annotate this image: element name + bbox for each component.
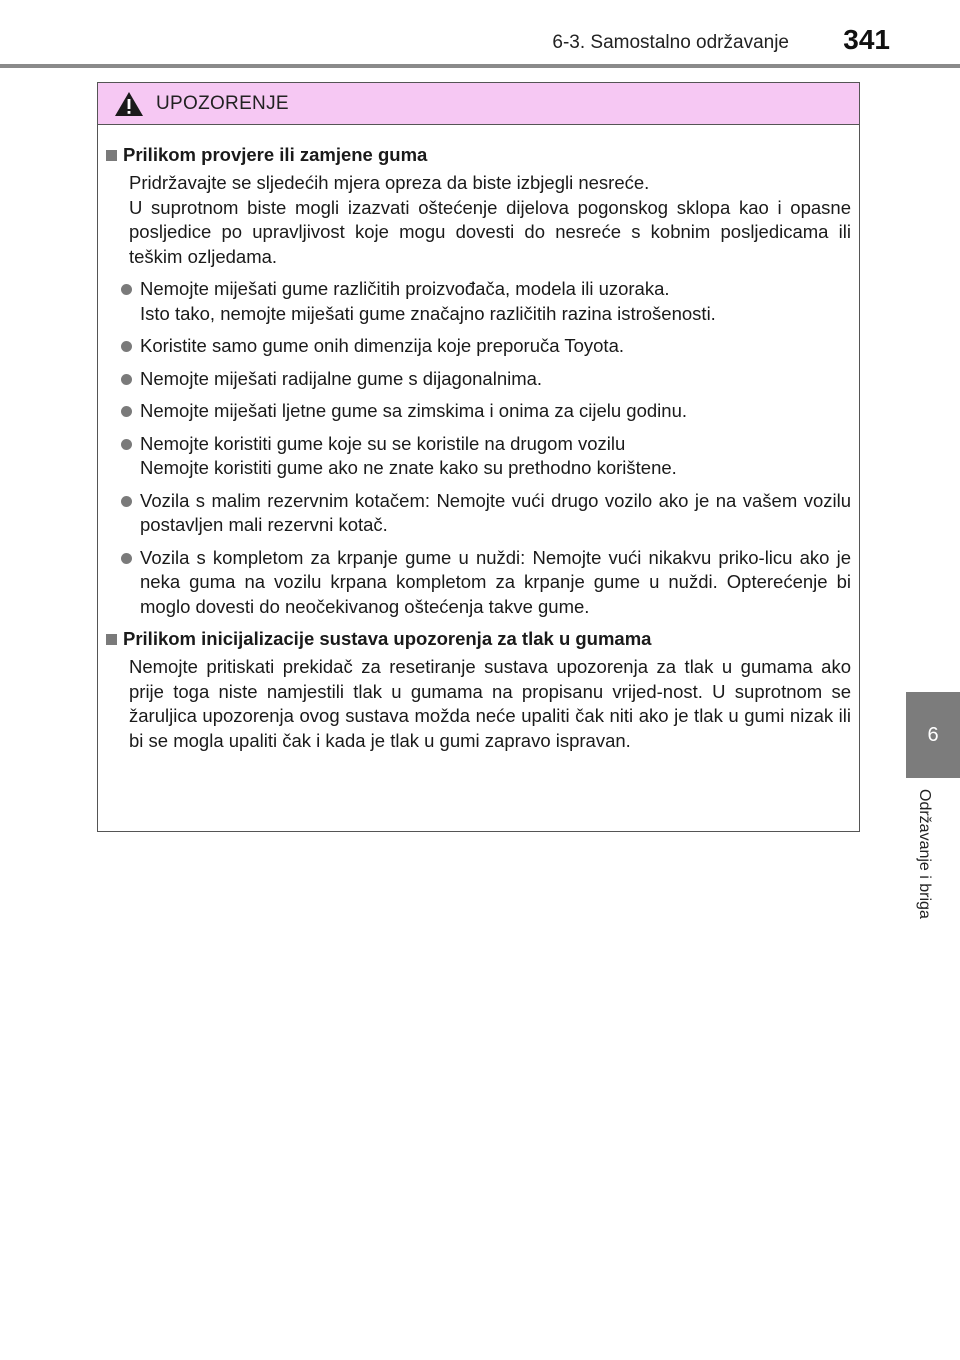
warning-body [98, 125, 859, 753]
chapter-tab[interactable] [906, 692, 960, 778]
list-item-text: Koristite samo gume onih dimenzija koje preporuča Toyota. [140, 335, 624, 356]
warning-header [98, 83, 859, 125]
section-text: Nemojte pritiskati prekidač za resetiranje sustava upozorenja za tlak u gumama ako prije toga niste namjestili tlak u gumama na propisanu vrijed-nost. U suprotnom se žaruljica upozorenja ovog sustava možda neće upaliti čak niti ako je tlak u gumi nizak ili bi se mogla upaliti čak i kada je tlak u gumi zapravo ispravan. [129, 656, 851, 751]
page-number: 341 [843, 24, 890, 55]
round-bullet-icon [121, 553, 132, 564]
list-item [121, 399, 851, 424]
list-item-text: Nemojte miješati gume različitih proizvođača, modela ili uzoraka. Isto tako, nemojte miješati gume značajno različitih razina istrošenosti. [140, 278, 716, 324]
chapter-label: Održavanje i briga [916, 789, 933, 919]
list-item-text: Vozila s kompletom za krpanje gume u nuždi: Nemojte vući nikakvu priko-licu ako je neka guma na vozilu krpana kompletom za krpanje gume u nuždi. Opterećenje bi moglo dovesti do neočekivanog oštećenja takve gume. [140, 546, 851, 617]
round-bullet-icon [121, 439, 132, 450]
list-item-text: Vozila s malim rezervnim kotačem: Nemojte vući drugo vozilo ako je na vašem vozilu postavljen mali rezervni kotač. [140, 489, 851, 535]
round-bullet-icon [121, 284, 132, 295]
chapter-number: 6 [927, 723, 939, 746]
list-item-text: Nemojte miješati ljetne gume sa zimskima i onima za cijelu godinu. [140, 400, 688, 421]
square-bullet-icon [106, 150, 117, 161]
round-bullet-icon [121, 374, 132, 385]
list-item [121, 277, 851, 326]
section-title-text: Prilikom inicijalizacije sustava upozorenja za tlak u gumama [123, 628, 652, 649]
section-title [106, 627, 851, 651]
list-item-text: Nemojte koristiti gume koje su se koristile na drugom vozilu Nemojte koristiti gume ako ne znate kako su prethodno korištene. [140, 432, 677, 478]
warning-triangle-icon [114, 91, 144, 117]
round-bullet-icon [121, 341, 132, 352]
warning-box [97, 82, 860, 832]
square-bullet-icon [106, 634, 117, 645]
header-divider [0, 64, 960, 68]
round-bullet-icon [121, 406, 132, 417]
list-item [121, 367, 851, 392]
section-title [106, 143, 851, 167]
section-title-text: Prilikom provjere ili zamjene guma [123, 144, 428, 165]
list-item [121, 546, 851, 620]
list-item [121, 334, 851, 359]
section-heading: 6-3. Samostalno održavanje [552, 32, 789, 53]
list-item [121, 489, 851, 538]
round-bullet-icon [121, 496, 132, 507]
list-item-text: Nemojte miješati radijalne gume s dijagonalnima. [140, 367, 543, 389]
warning-title: UPOZORENJE [156, 92, 289, 114]
list-item [121, 432, 851, 481]
section-intro: Pridržavajte se sljedećih mjera opreza da biste izbjegli nesreće. U suprotnom biste mogli izazvati oštećenje dijelova pogonskog sklopa kao i opasne posljedice po upravljivost koje mogu dovesti do nesreće s kobnim posljedicama ili teškim ozljedama. [129, 172, 851, 267]
